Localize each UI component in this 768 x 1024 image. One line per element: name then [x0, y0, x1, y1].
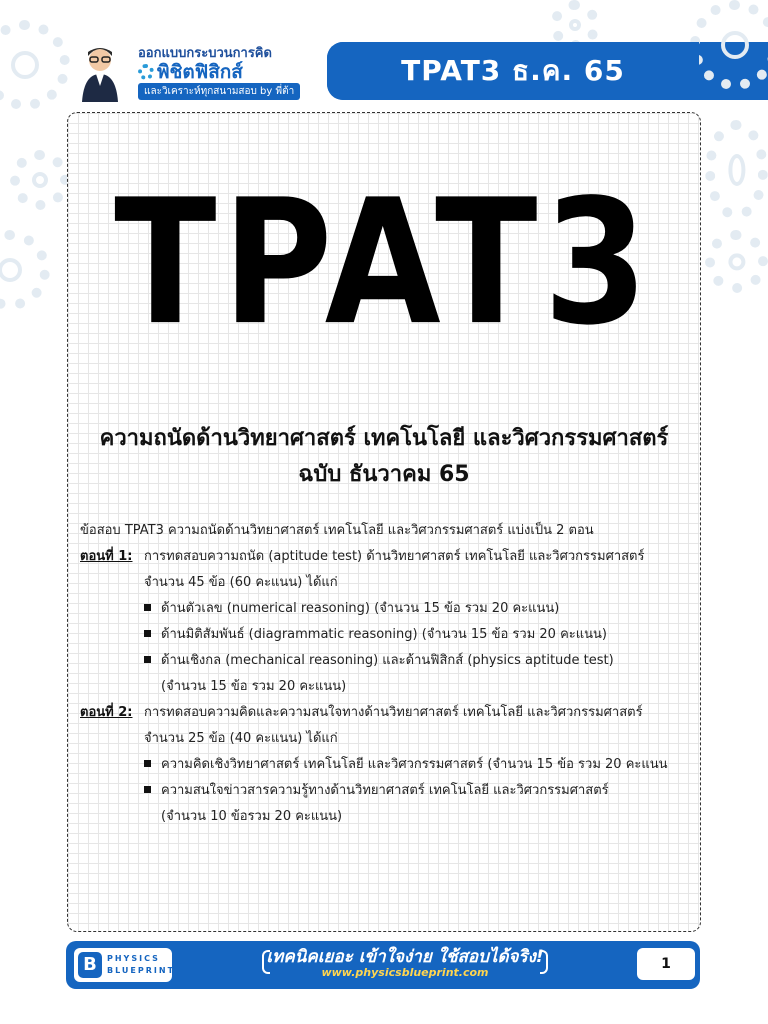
gear-decoration-icon — [0, 20, 70, 110]
gear-decoration-icon — [705, 230, 768, 293]
part2-description: การทดสอบความคิดและความสนใจทางด้านวิทยาศาสตร์ เทคโนโลยี และวิศวกรรมศาสตร์ — [144, 705, 643, 720]
bullet-icon — [144, 786, 151, 793]
gear-decoration-icon — [690, 0, 768, 90]
document-title: TPAT3 — [114, 163, 654, 364]
list-item-continuation: (จำนวน 15 ข้อ รวม 20 คะแนน) — [161, 679, 347, 694]
list-item-continuation: (จำนวน 10 ข้อรวม 20 คะแนน) — [161, 809, 343, 824]
part1-description: การทดสอบความถนัด (aptitude test) ด้านวิทยาศาสตร์ เทคโนโลยี และวิศวกรรมศาสตร์ — [144, 549, 645, 564]
part2-heading — [80, 700, 690, 726]
list-item-text: ด้านเชิงกล (mechanical reasoning) และด้านฟิสิกส์ (physics aptitude test) — [161, 653, 614, 668]
list-item-text: ด้านมิติสัมพันธ์ (diagrammatic reasoning) (จำนวน 15 ข้อ รวม 20 คะแนน) — [161, 627, 607, 642]
list-item — [80, 596, 690, 622]
part2-label: ตอนที่ 2: — [80, 705, 133, 720]
physics-blueprint-logo — [74, 948, 176, 982]
page-number: 1 — [637, 948, 695, 980]
exam-description — [80, 518, 690, 830]
logo-wordmark-text: พิชิตฟิสิกส์ — [157, 61, 243, 83]
bullet-icon — [144, 656, 151, 663]
mascot-avatar-icon — [78, 44, 122, 102]
part2-count: จำนวน 25 ข้อ (40 คะแนน) ได้แก่ — [144, 731, 338, 746]
bullet-icon — [144, 630, 151, 637]
bullet-icon — [144, 604, 151, 611]
blueprint-logo-icon: B — [78, 952, 102, 978]
footer-slogan: เทคนิคเยอะ เข้าใจง่าย ใช้สอบได้จริง! — [266, 947, 544, 967]
list-item — [80, 778, 690, 804]
part1-label: ตอนที่ 1: — [80, 549, 133, 564]
list-item-text: ด้านตัวเลข (numerical reasoning) (จำนวน 15 ข้อ รวม 20 คะแนน) — [161, 601, 560, 616]
logo-byline: และวิเคราะห์ทุกสนามสอบ by พี่ต้า — [138, 83, 300, 100]
gear-icon — [138, 64, 154, 80]
gear-decoration-icon — [705, 120, 768, 220]
list-item — [80, 752, 690, 778]
gear-decoration-icon — [0, 230, 50, 310]
brand-line1: PHYSICS — [107, 954, 160, 963]
bullet-icon — [144, 760, 151, 767]
page-title: TPAT3 ธ.ค. 65 — [327, 42, 699, 100]
logo-tagline: ออกแบบกระบวนการคิด — [138, 46, 272, 61]
intro-paragraph: ข้อสอบ TPAT3 ความถนัดด้านวิทยาศาสตร์ เทคโนโลยี และวิศวกรรมศาสตร์ แบ่งเป็น 2 ตอน — [80, 523, 594, 538]
brand-line2: BLUEPRINT — [107, 966, 176, 975]
edition-subtitle: ฉบับ ธันวาคม 65 — [298, 462, 470, 487]
gear-decoration-icon — [10, 150, 70, 210]
subtitle: ความถนัดด้านวิทยาศาสตร์ เทคโนโลยี และวิศวกรรมศาสตร์ — [99, 426, 669, 451]
part1-count: จำนวน 45 ข้อ (60 คะแนน) ได้แก่ — [144, 575, 338, 590]
part1-heading — [80, 544, 690, 570]
list-item-text: ความสนใจข่าวสารความรู้ทางด้านวิทยาศาสตร์ เทคโนโลยี และวิศวกรรมศาสตร์ — [161, 783, 609, 798]
website-link[interactable]: www.physicsblueprint.com — [321, 966, 489, 979]
list-item — [80, 622, 690, 648]
list-item-text: ความคิดเชิงวิทยาศาสตร์ เทคโนโลยี และวิศวกรรมศาสตร์ (จำนวน 15 ข้อ รวม 20 คะแนน — [161, 757, 668, 772]
brand-logo — [78, 40, 308, 102]
list-item — [80, 648, 690, 674]
